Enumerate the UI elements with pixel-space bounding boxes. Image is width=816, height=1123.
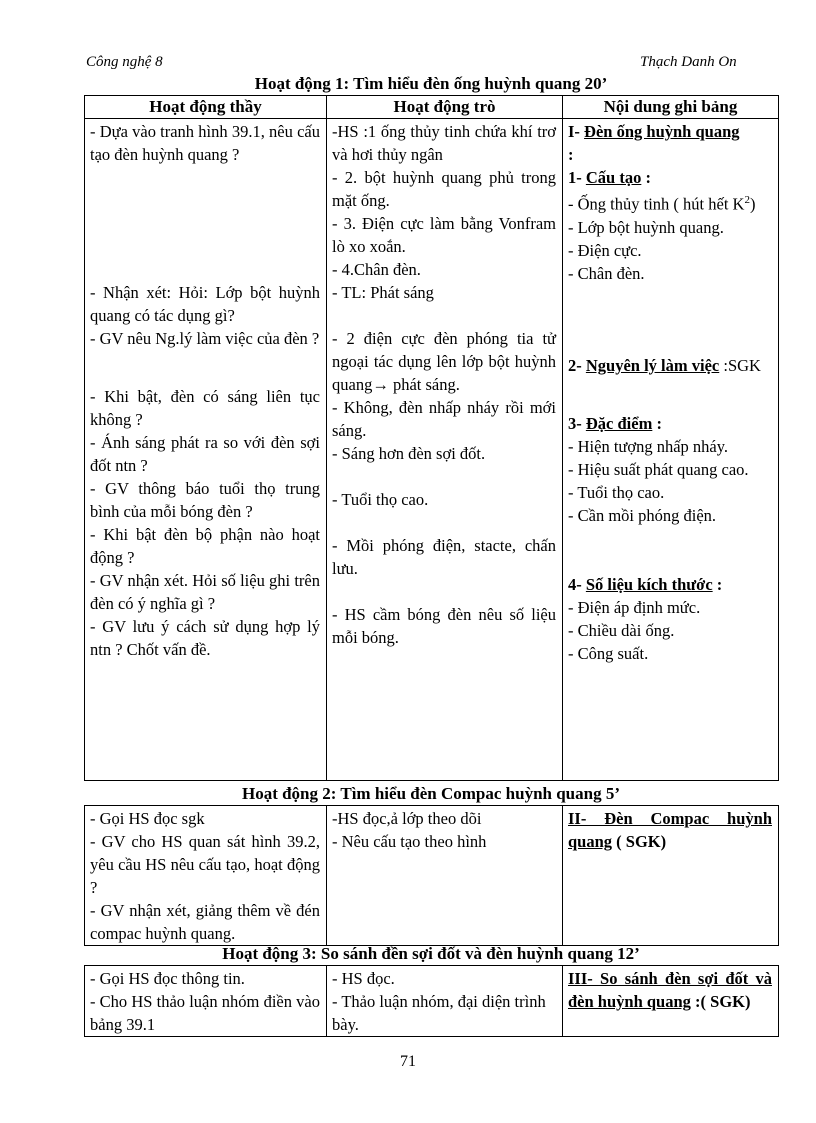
student-item: -HS đọc,ả lớp theo dõi xyxy=(332,809,482,828)
section2-title: Hoạt động 2: Tìm hiểu đèn Compac huỳnh quang 5’ xyxy=(241,784,621,803)
content-item: - Hiện tượng nhấp nháy. xyxy=(568,436,729,456)
student-item: - Không, đèn nhấp nháy rồi mới sáng. xyxy=(332,398,556,440)
section3-title: Hoạt động 3: So sánh đền sợi đốt và đèn huỳnh quang 12’ xyxy=(222,944,640,963)
section1-title: Hoạt động 1: Tìm hiểu đèn ống huỳnh quang 20’ xyxy=(254,74,608,93)
student-item: - Sáng hơn đèn sợi đốt. xyxy=(332,444,486,463)
student-item: - TL: Phát sáng xyxy=(332,283,434,302)
section1-table xyxy=(84,95,779,781)
section2-teacher-cell xyxy=(85,806,327,946)
teacher-item: - GV nhận xét, giảng thêm về đén compac huỳnh quang. xyxy=(90,901,320,943)
col-header-teacher: Hoạt động thầy xyxy=(85,96,327,119)
teacher-item: - GV cho HS quan sát hình 39.2, yêu cầu HS nêu cấu tạo, hoạt động ? xyxy=(90,832,320,897)
section1-student-cell xyxy=(327,119,563,781)
student-item: - Mồi phóng điện, stacte, chấn lưu. xyxy=(332,536,556,578)
student-item: - 3. Điện cực làm bằng Vonfram lò xo xoắn. xyxy=(332,214,556,256)
content-item: - Tuổi thọ cao. xyxy=(568,482,665,502)
content-item: - Điện cực. xyxy=(568,240,642,260)
teacher-item: - GV nhận xét. Hỏi số liệu ghi trên đèn có ý nghĩa gì ? xyxy=(90,571,320,613)
section3-student-cell xyxy=(327,966,563,1037)
teacher-item: - Khi bật đèn bộ phận nào hoạt động ? xyxy=(90,525,320,567)
content-subheading-principle: 2- Nguyên lý làm việc :SGK xyxy=(568,355,761,375)
student-item: - 2 điện cực đèn phóng tia tử ngoại tác dụng lên lớp bột huỳnh quang→ phát sáng. xyxy=(332,329,556,394)
teacher-item: - GV lưu ý cách sử dụng hợp lý ntn ? Chốt vấn đề. xyxy=(90,617,320,659)
section2-content-cell xyxy=(563,806,779,946)
student-item: - Tuổi thọ cao. xyxy=(332,490,429,509)
content-heading-1: I- Đèn ống huỳnh quang xyxy=(568,122,740,141)
content-subheading-specs: 4- Số liệu kích thước : xyxy=(568,574,723,594)
student-item: - 4.Chân đèn. xyxy=(332,260,421,279)
section1-content-cell: I- Đèn ống huỳnh quang : 1- Cấu tạo : - Ống thủy tinh ( hút hết $K^2$) - Lớp bột huỳnh quang. - Điện cực. - Chân đèn. 2- Nguyên lý làm việc :SGK 3- Đặc điểm : - Hiện tượng nhấp nháy. - Hiệu suất phát quang cao. - Tuổi thọ cao. - Cần mồi phóng điện. 4- Số liệu kích thước : - Điện áp định mức. - Chiều dài ống. - Công suất. xyxy=(563,119,779,781)
page-number: 71 xyxy=(400,1053,416,1070)
section2-student-cell xyxy=(327,806,563,946)
content-item: - Điện áp định mức. xyxy=(568,597,701,617)
content-item: - Hiệu suất phát quang cao. xyxy=(568,459,749,479)
col-header-student: Hoạt động trò xyxy=(327,96,563,119)
student-item: - HS cầm bóng đèn nêu số liệu mỗi bóng. xyxy=(332,605,556,647)
student-item: - Nêu cấu tạo theo hình xyxy=(332,832,487,851)
section3-content-cell xyxy=(563,966,779,1037)
section2-table xyxy=(84,805,779,946)
teacher-item: - Ánh sáng phát ra so với đèn sợi đốt ntn ? xyxy=(90,433,320,475)
content-item: - Ống thủy tinh ( hút hết $K^2$) xyxy=(568,194,756,214)
header-author: Thạch Danh On xyxy=(640,54,737,70)
teacher-item: - Nhận xét: Hỏi: Lớp bột huỳnh quang có tác dụng gì? xyxy=(90,283,320,325)
section3-table xyxy=(84,965,779,1037)
content-heading-compare: III- So sánh đèn sợi đốt và đèn huỳnh quang :( SGK) xyxy=(568,969,772,1011)
student-item: -HS :1 ống thủy tinh chứa khí trơ và hơi thủy ngân xyxy=(332,122,556,164)
section3-teacher-cell xyxy=(85,966,327,1037)
teacher-item: - Gọi HS đọc sgk xyxy=(90,809,205,828)
content-subheading-features: 3- Đặc điểm : xyxy=(568,413,662,433)
teacher-item: - Khi bật, đèn có sáng liên tục không ? xyxy=(90,387,320,429)
teacher-item: - Gọi HS đọc thông tin. xyxy=(90,969,245,988)
content-item: - Chân đèn. xyxy=(568,263,645,283)
student-item: - HS đọc. xyxy=(332,969,395,988)
content-item: - Chiều dài ống. xyxy=(568,620,675,640)
header-subject: Công nghệ 8 xyxy=(86,54,163,70)
content-heading-compact: II- Đèn Compac huỳnh quang ( SGK) xyxy=(568,809,772,851)
teacher-item: - GV thông báo tuổi thọ trung bình của mỗi bóng đèn ? xyxy=(90,479,320,521)
teacher-item: - Dựa vào tranh hình 39.1, nêu cấu tạo đèn huỳnh quang ? xyxy=(90,122,320,164)
student-item: - 2. bột huỳnh quang phủ trong mặt ống. xyxy=(332,168,556,210)
content-item: - Lớp bột huỳnh quang. xyxy=(568,217,724,237)
content-item: - Cần mồi phóng điện. xyxy=(568,505,717,525)
content-subheading-structure: 1- Cấu tạo : xyxy=(568,168,651,187)
content-item: - Công suất. xyxy=(568,643,649,663)
teacher-item: - GV nêu Ng.lý làm việc của đèn ? xyxy=(90,329,320,348)
col-header-content: Nội dung ghi bảng xyxy=(563,96,779,119)
student-item: - Thảo luận nhóm, đại diện trình bày. xyxy=(332,992,546,1034)
section1-teacher-cell xyxy=(85,119,327,781)
teacher-item: - Cho HS thảo luận nhóm điền vào bảng 39.1 xyxy=(90,992,320,1034)
